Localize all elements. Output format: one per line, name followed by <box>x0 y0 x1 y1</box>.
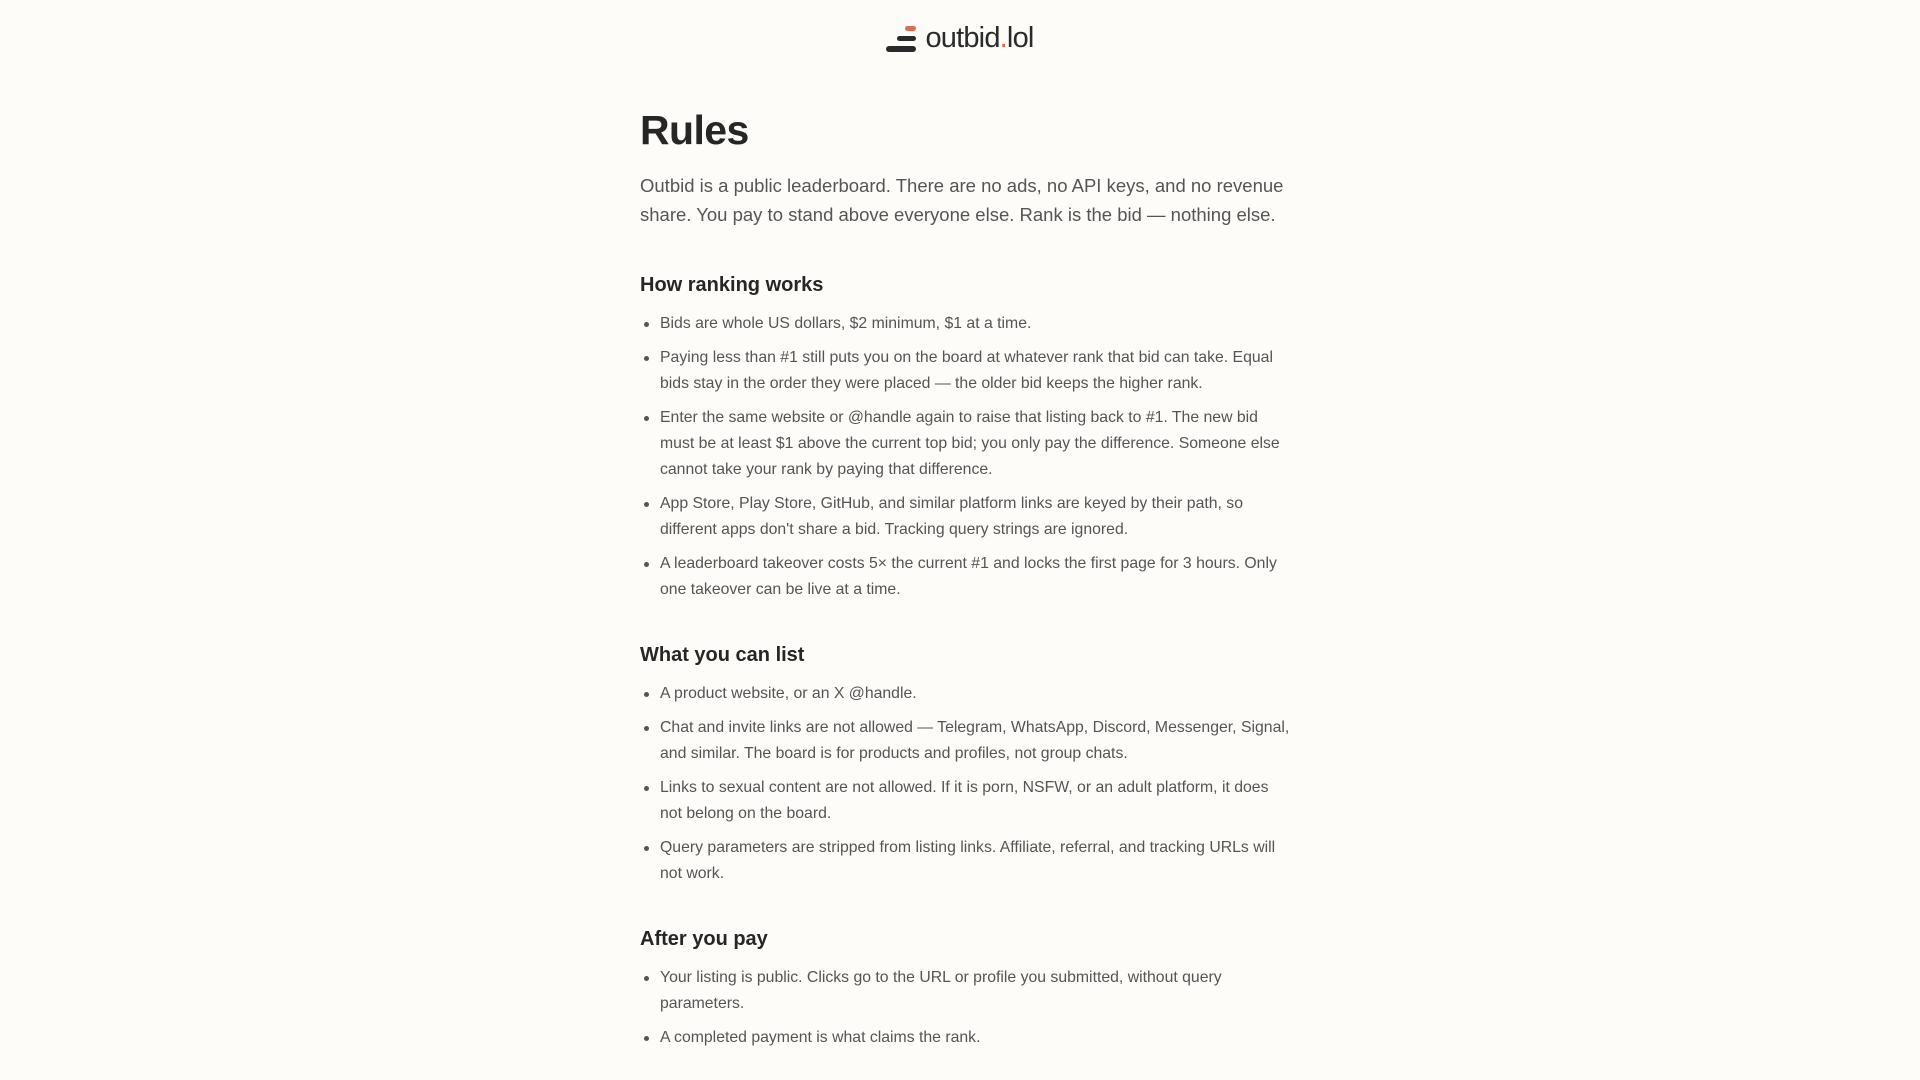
logo-dot: . <box>999 22 1007 54</box>
rules-list <box>640 965 1290 1051</box>
rules-content <box>640 108 1290 1080</box>
rules-list <box>640 311 1290 603</box>
list-item: A product website, or an X @handle. <box>660 681 1290 707</box>
logo-link[interactable] <box>886 24 1033 53</box>
site-header <box>0 24 1920 53</box>
page-title: Rules <box>640 107 749 153</box>
logo-bar-bottom <box>886 46 916 52</box>
logo-tld: lol <box>1006 22 1034 54</box>
logo-wordmark <box>925 24 1033 53</box>
list-item: Query parameters are stripped from listing links. Affiliate, referral, and tracking URLs will not work. <box>660 835 1290 887</box>
section-what-you-can-list <box>640 643 1290 887</box>
list-item: Links to sexual content are not allowed. If it is porn, NSFW, or an adult platform, it does not belong on the board. <box>660 775 1290 827</box>
list-item: App Store, Play Store, GitHub, and similar platform links are keyed by their path, so different apps don't share a bid. Tracking query strings are ignored. <box>660 491 1290 543</box>
list-item: Paying less than #1 still puts you on the board at whatever rank that bid can take. Equal bids stay in the order they were placed — the older bid keeps the higher rank. <box>660 345 1290 397</box>
list-item: Chat and invite links are not allowed — Telegram, WhatsApp, Discord, Messenger, Signal, and similar. The board is for products and profiles, not group chats. <box>660 715 1290 767</box>
list-item: Your listing is public. Clicks go to the URL or profile you submitted, without query parameters. <box>660 965 1290 1017</box>
section-after-you-pay <box>640 927 1290 1051</box>
section-heading: How ranking works <box>640 274 824 297</box>
list-item: Enter the same website or @handle again to raise that listing back to #1. The new bid must be at least $1 above the current top bid; you only pay the difference. Someone else cannot take your rank by paying that difference. <box>660 405 1290 483</box>
list-item: A leaderboard takeover costs 5× the current #1 and locks the first page for 3 hours. Only one takeover can be live at a time. <box>660 551 1290 603</box>
logo-bar-top <box>905 26 916 31</box>
intro-paragraph: Outbid is a public leaderboard. There are no ads, no API keys, and no revenue share. You pay to stand above everyone else. Rank is the bid — nothing else. <box>640 175 1284 226</box>
rules-list <box>640 681 1290 887</box>
logo-bar-middle <box>897 36 916 41</box>
list-item: Bids are whole US dollars, $2 minimum, $1 at a time. <box>660 311 1290 337</box>
logo-name: outbid <box>925 22 1000 54</box>
logo-icon <box>886 26 916 52</box>
section-heading: What you can list <box>640 644 805 667</box>
section-how-ranking-works <box>640 273 1290 603</box>
section-heading: After you pay <box>640 928 768 951</box>
list-item: A completed payment is what claims the rank. <box>660 1025 1290 1051</box>
